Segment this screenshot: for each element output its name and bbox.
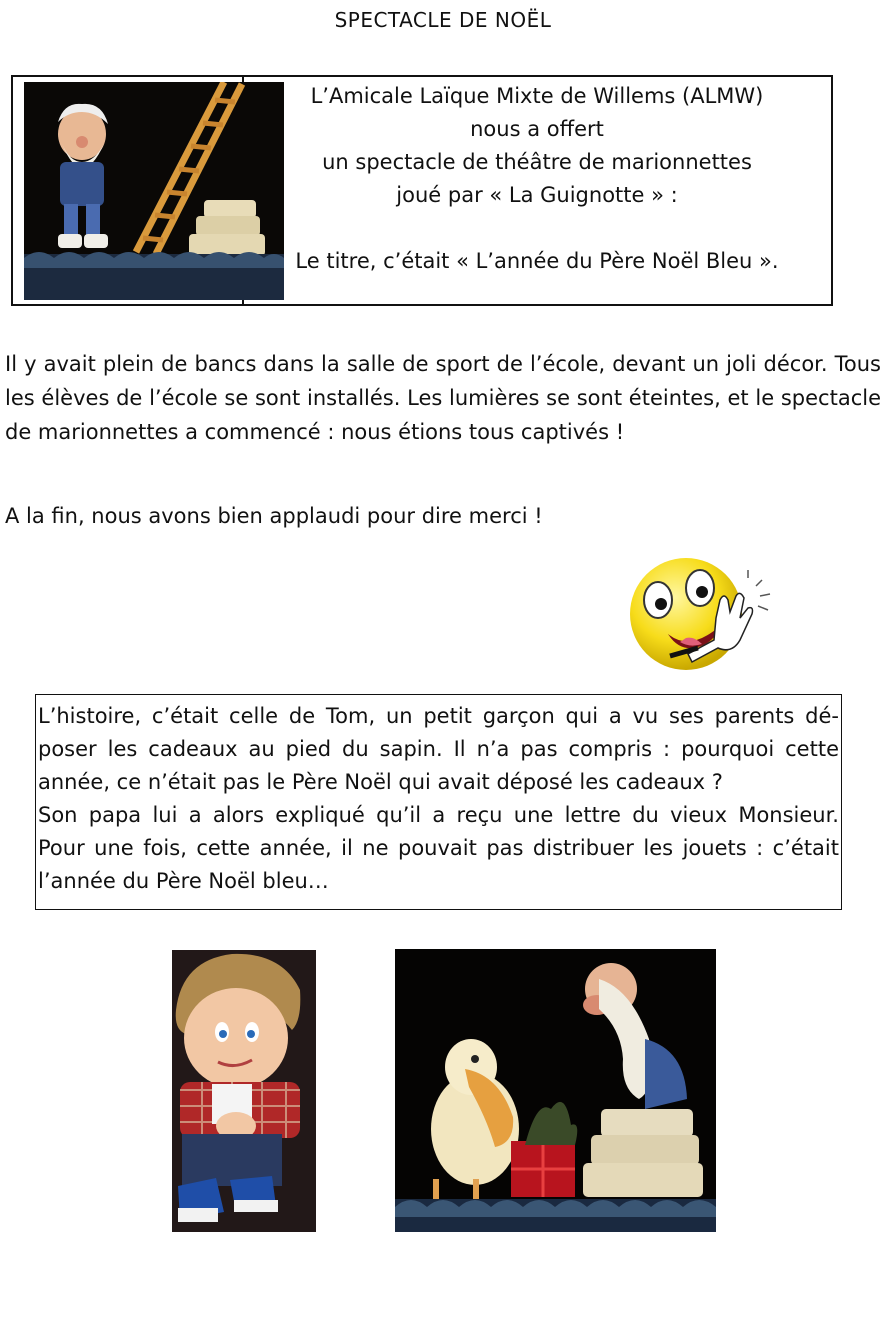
intro-line: nous a offert [470,117,604,141]
page-title: SPECTACLE DE NOËL [334,8,552,32]
paragraph-description: Il y avait plein de bancs dans la salle de sport de l’école, devant un joli décor. Tous les élèves de l’école se sont installés. Les lumières se sont éteintes, et le spectacle de marionnettes a commencé : nous étions tous captivés ! [5,352,881,444]
photo-tom-puppet [172,950,316,1232]
photo-stage-bird-and-old-man [395,949,716,1232]
show-title-line: Le titre, c’était « L’année du Père Noël Bleu ». [295,249,779,273]
clapping-smiley-icon [628,556,778,676]
story-box [35,694,842,910]
intro-line: joué par « La Guignotte » : [396,183,678,207]
story-line: poser les cadeaux au pied du sapin. Il n’a pas compris : pourquoi cette [38,737,839,761]
photo-old-man-puppet-with-ladder [24,82,284,300]
story-line: l’année du Père Noël bleu… [38,869,329,893]
story-line: L’histoire, c’était celle de Tom, un petit garçon qui a vu ses parents dé- [38,704,839,728]
story-line: année, ce n’était pas le Père Noël qui avait déposé les cadeaux ? [38,770,723,794]
intro-text [287,80,787,278]
paragraph-conclusion: A la fin, nous avons bien applaudi pour dire merci ! [5,504,543,528]
story-line: Son papa lui a alors expliqué qu’il a reçu une lettre du vieux Monsieur. [38,803,839,827]
intro-line: L’Amicale Laïque Mixte de Willems (ALMW) [310,84,764,108]
intro-line: un spectacle de théâtre de marionnettes [322,150,752,174]
story-line: Pour une fois, cette année, il ne pouvait pas distribuer les jouets : c’était [38,836,839,860]
